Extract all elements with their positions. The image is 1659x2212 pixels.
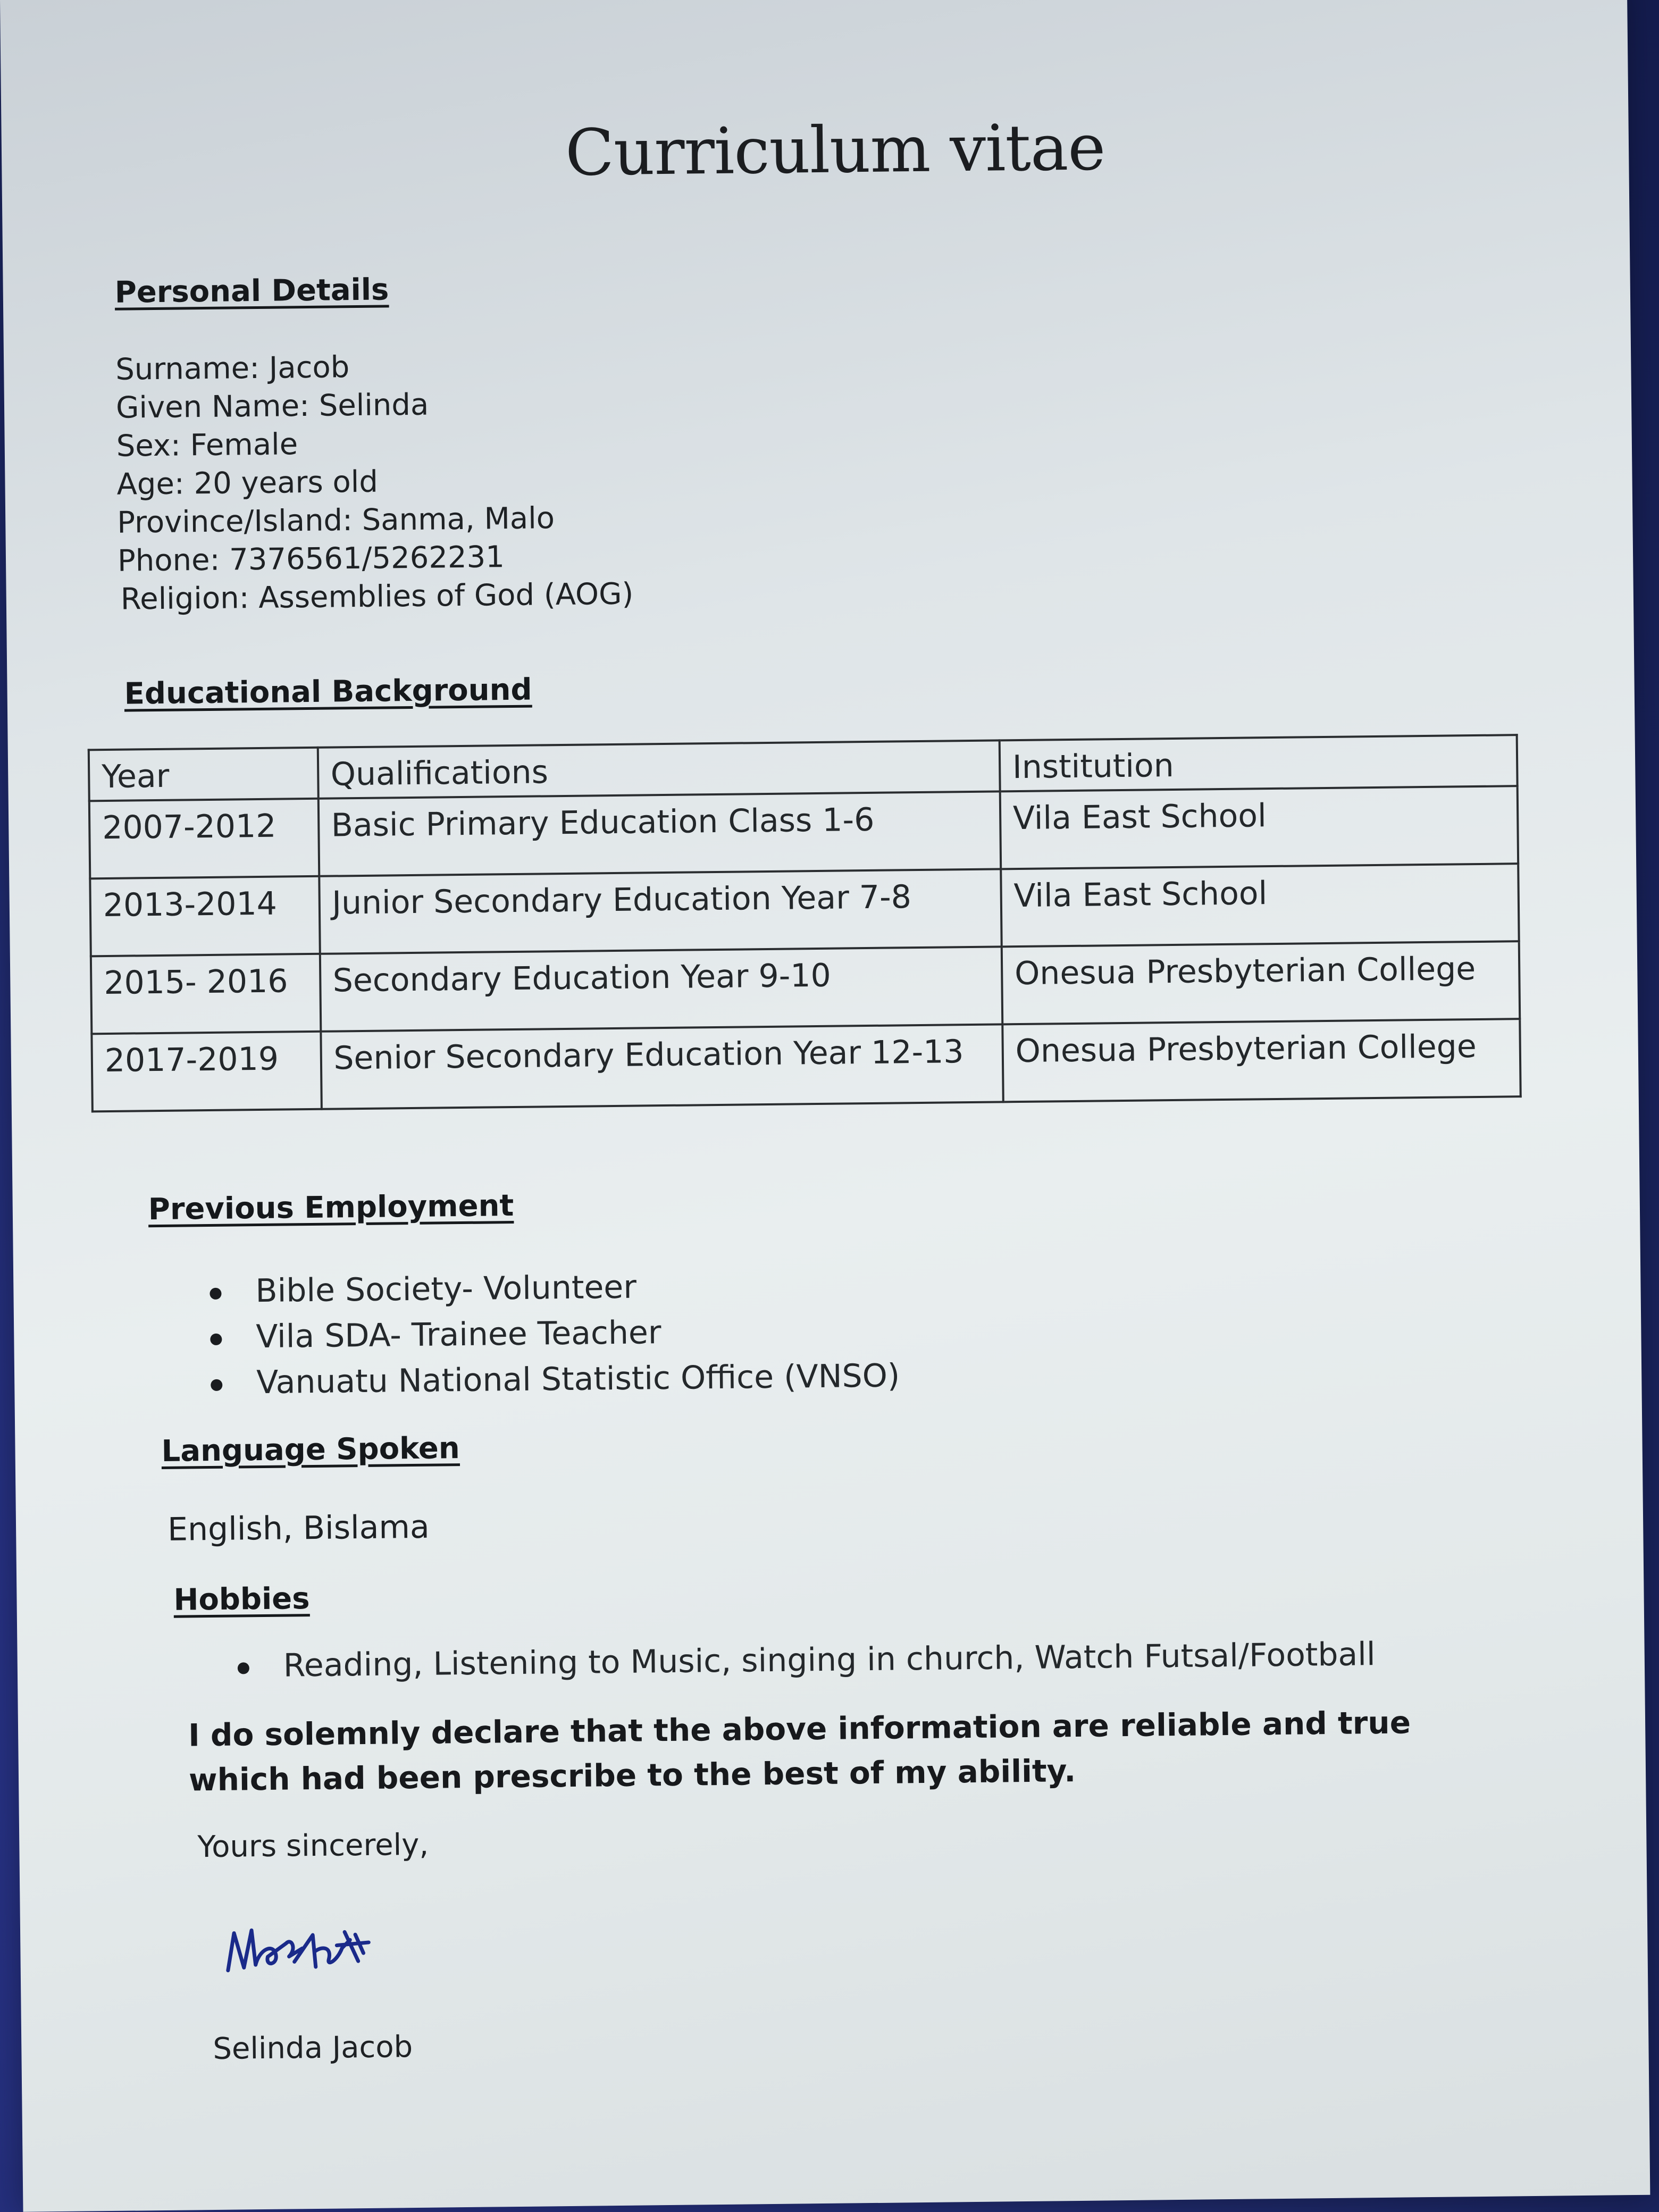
- year-cell: 2013-2014: [90, 876, 320, 957]
- column-header-year: Year: [89, 748, 318, 801]
- employment-list: [202, 1261, 900, 1406]
- column-header-institution: Institution: [1000, 735, 1518, 791]
- religion-line: Religion: Assemblies of God (AOG): [120, 576, 634, 617]
- surname-line: Surname: Jacob: [115, 350, 350, 387]
- province-line: Province/Island: Sanma, Malo: [116, 501, 555, 540]
- language-heading: Language Spoken: [161, 1431, 460, 1469]
- personal-details-heading: Personal Details: [114, 272, 389, 310]
- given-name-line: Given Name: Selinda: [115, 387, 429, 425]
- qualification-cell: Junior Secondary Education Year 7-8: [319, 869, 1002, 953]
- qualification-cell: Senior Secondary Education Year 12-13: [321, 1024, 1003, 1109]
- column-header-qualifications: Qualifications: [317, 740, 1000, 798]
- institution-cell: Vila East School: [1000, 786, 1519, 869]
- year-cell: 2007-2012: [89, 799, 319, 879]
- year-cell: 2017-2019: [91, 1032, 321, 1112]
- list-item: Reading, Listening to Music, singing in church, Watch Futsal/Football: [230, 1631, 1376, 1689]
- list-item: Vanuatu National Statistic Office (VNSO): [203, 1353, 900, 1406]
- institution-cell: Vila East School: [1001, 864, 1519, 946]
- age-line: Age: 20 years old: [116, 464, 379, 502]
- table-row: [91, 1019, 1520, 1111]
- signature-image: [222, 1910, 393, 1986]
- language-text: English, Bislama: [167, 1508, 430, 1548]
- hobbies-heading: Hobbies: [173, 1581, 310, 1618]
- education-heading: Educational Background: [124, 672, 532, 711]
- year-cell: 2015- 2016: [91, 954, 321, 1034]
- document-title: Curriculum vitae: [565, 111, 1106, 190]
- hobbies-list: [230, 1631, 1376, 1689]
- institution-cell: Onesua Presbyterian College: [1002, 1019, 1521, 1102]
- declaration-text: I do solemnly declare that the above information are reliable and true which had been prescribe to the best of my ability.: [188, 1704, 1411, 1798]
- table-row: [91, 941, 1520, 1034]
- institution-cell: Onesua Presbyterian College: [1002, 941, 1520, 1024]
- employment-heading: Previous Employment: [148, 1188, 514, 1227]
- list-item: Bible Society- Volunteer: [202, 1261, 899, 1314]
- signatory-name: Selinda Jacob: [213, 2030, 413, 2067]
- qualification-cell: Basic Primary Education Class 1-6: [318, 791, 1001, 876]
- education-table: [88, 734, 1522, 1112]
- sex-line: Sex: Female: [116, 427, 298, 464]
- salutation: Yours sincerely,: [197, 1827, 429, 1865]
- phone-line: Phone: 7376561/5262231: [117, 540, 505, 579]
- list-item: Vila SDA- Trainee Teacher: [203, 1307, 900, 1360]
- qualification-cell: Secondary Education Year 9-10: [320, 946, 1002, 1031]
- table-row: [89, 786, 1518, 878]
- table-row: [90, 864, 1519, 956]
